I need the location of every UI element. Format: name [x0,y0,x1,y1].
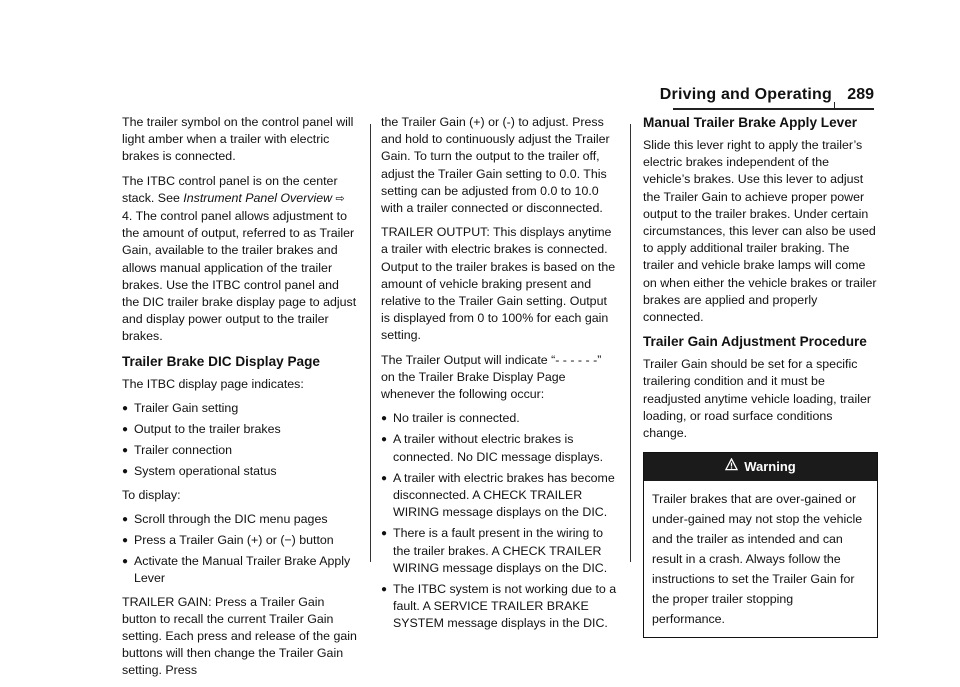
paragraph [122,173,358,346]
list-item [381,525,617,577]
list-item-text: System operational status [134,464,277,479]
paragraph: TRAILER GAIN: Press a Trailer Gain button to recall the current Trailer Gain setting. Each press and release of the gain buttons will then change the Trailer Gain setting. Press [122,594,357,678]
page-ref-arrow-icon: ⇨ [335,192,345,205]
list-item-text: A trailer without electric brakes is connected. No DIC message displays. [393,432,604,464]
list-item-text: Trailer connection [134,443,233,458]
list-item [122,442,358,459]
paragraph: The trailer symbol on the control panel will light amber when a trailer with electric brakes is connected. [122,115,354,164]
list-item [122,421,358,438]
column-divider-2 [630,124,631,562]
list-item [381,470,617,522]
list-item [122,463,358,480]
page-header [0,82,960,112]
bullet-icon: ● [381,434,388,446]
bullet-list [122,511,358,588]
bullet-list [122,400,358,481]
bullet-list [381,410,617,632]
warning-title: Warning [744,459,796,475]
list-item-text: Activate the Manual Trailer Brake Apply Lever [134,554,351,586]
paragraph: the Trailer Gain (+) or (-) to adjust. Press and hold to continuously adjust the Trailer Gain. To turn the output to the trailer off, adjust the Trailer Gain setting to 0.0. This setting can be adjusted from 0.0 to 10.0 with a trailer connected or disconnected. [381,115,610,216]
section-heading: Trailer Gain Adjustment Procedure [643,334,867,350]
bullet-icon: ● [122,466,129,478]
list-item-text: A trailer with electric brakes has become disconnected. A CHECK TRAILER WIRING message displays on the DIC. [393,470,615,520]
list-item [122,553,358,587]
bullet-icon: ● [122,445,129,457]
warning-box [643,452,878,638]
text: . The control panel allows adjustment to the amount of output, referred to as Trailer Gain, available to the trailer brakes and allows manual application of the trailer brakes. Use the ITBC control panel and the DIC trailer brake display page to adjust and display power output to the trailer brakes. [122,209,357,344]
list-item [122,532,358,549]
bullet-icon: ● [381,413,388,425]
list-item-text: There is a fault present in the wiring to the trailer brakes. A CHECK TRAILER WIRING message displays on the DIC. [393,526,608,575]
bullet-icon: ● [381,472,388,484]
list-item [122,400,358,417]
list-item-text: Output to the trailer brakes [134,422,281,437]
warning-triangle-icon [725,458,738,475]
section-title: Driving and Operating [659,86,832,103]
list-item [381,581,617,633]
column-1 [122,114,358,687]
paragraph: Slide this lever right to apply the trailer’s electric brakes independent of the vehicle’s brakes. Use this lever to adjust the Trailer Gain to achieve proper power output to the trailer brakes. Under certain circumstances, this lever can also be used to apply additional trailer braking. The trailer and vehicle brake lamps will come on when either the vehicle brakes or trailer brakes are applied and properly connected. [643,138,877,325]
bullet-icon: ● [381,528,388,540]
column-divider-1 [370,124,371,562]
warning-text: Trailer brakes that are over-gained or under-gained may not stop the vehicle and the trailer as intended and can result in a crash. Always follow the instructions to set the Trailer Gain for the proper trailer stopping performance. [652,492,863,627]
bullet-icon: ● [122,513,129,525]
page-number: 289 [847,86,874,103]
column-2 [381,114,617,639]
paragraph: The ITBC display page indicates: [122,376,304,391]
list-item-text: The ITBC system is not working due to a fault. A SERVICE TRAILER BRAKE SYSTEM message displays in the DIC. [393,582,617,631]
paragraph: The Trailer Output will indicate “- - - - - -” on the Trailer Brake Display Page whenever the following occur: [381,352,602,402]
column-3 [643,114,878,638]
list-item-text: Press a Trailer Gain (+) or (−) button [134,533,334,548]
paragraph: Trailer Gain should be set for a specific trailering condition and it must be readjusted anytime vehicle loading, trailer loading, or road surface conditions change. [643,357,871,441]
header-rule-tick [834,102,836,110]
list-item-text: Scroll through the DIC menu pages [134,511,328,526]
bullet-icon: ● [122,402,129,414]
list-item-text: No trailer is connected. [393,411,520,426]
bullet-icon: ● [122,535,129,547]
section-heading: Trailer Brake DIC Display Page [122,353,320,369]
bullet-icon: ● [122,424,129,436]
list-item-text: Trailer Gain setting [134,400,239,415]
bullet-icon: ● [122,556,129,568]
paragraph: TRAILER OUTPUT: This displays anytime a trailer with electric brakes is connected. Output to the trailer brakes is based on the amount of vehicle braking present and relative to the Trailer Gain setting. Output is displayed from 0 to 100% for each gain setting. [381,225,616,343]
bullet-icon: ● [381,584,388,596]
list-item [381,431,617,465]
section-heading: Manual Trailer Brake Apply Lever [643,115,858,130]
reference-page: 4 [122,209,129,224]
list-item [381,410,617,427]
cross-reference-link[interactable]: Instrument Panel Overview [183,190,333,205]
header-rule [673,108,874,110]
warning-header [644,453,877,481]
paragraph: To display: [122,487,181,502]
list-item [122,511,358,528]
text: The ITBC control panel is on the center stack. See [122,173,338,205]
